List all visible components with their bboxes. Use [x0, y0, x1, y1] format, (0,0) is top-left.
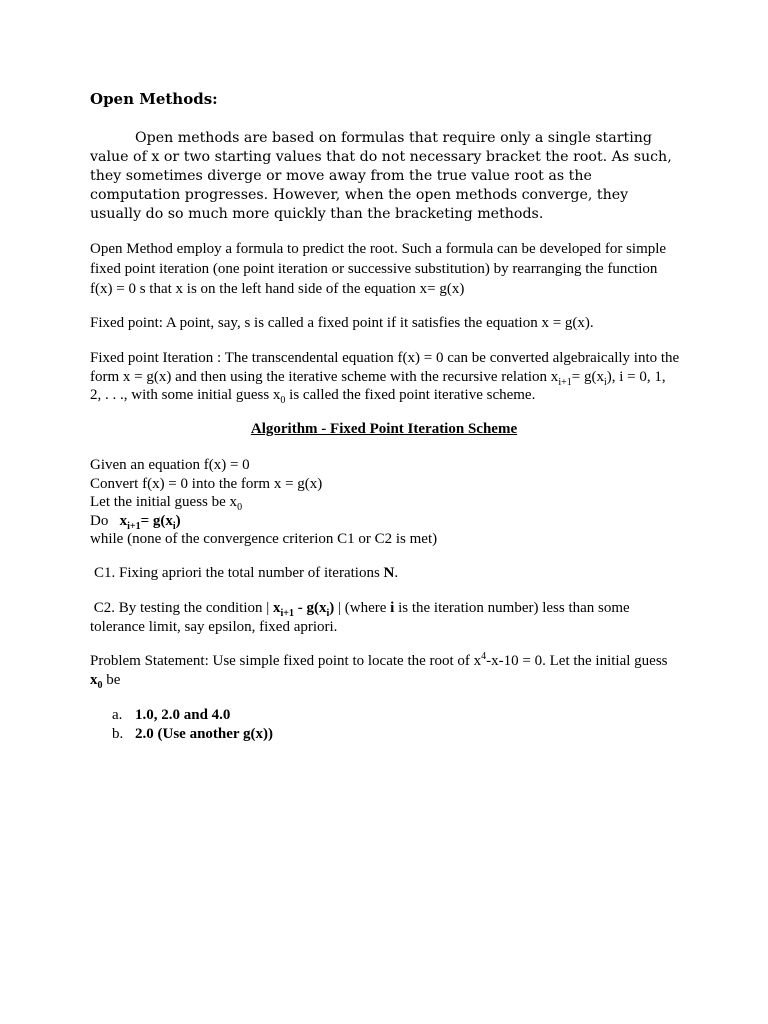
- algorithm-title: Algorithm - Fixed Point Iteration Scheme: [250, 421, 518, 437]
- algorithm-line-convert: Convert f(x) = 0 into the form x = g(x): [90, 475, 323, 492]
- problem-statement: Problem Statement: Use simple fixed point to locate the root of $x^4-x-10 = 0$. Let the initial guess $x_0$ be: [90, 651, 668, 691]
- convergence-expression: $x_{i+1} - g(x_i)$: [273, 600, 335, 619]
- algorithm-line-do: Do $x_{i+1}= g(x_i)$: [90, 512, 181, 532]
- intro-paragraph: Open methods are based on formulas that require only a single starting value of x or two starting values that do not necessary bracket the root. As such, they sometimes diverge or move away from the true value root as the computation progresses. However, when the open methods converge, they usually do so much more quickly than the bracketing methods.: [90, 130, 672, 222]
- criterion-c2: C2. By testing the condition | $x_{i+1} - g(x_i)$ | (where i is the iteration number) less than some tolerance limit, say epsilon, fixed apriori.: [90, 600, 630, 635]
- fixed-point-iteration-paragraph: Fixed point Iteration : The transcendental equation f(x) = 0 can be converted algebraically into the form x = g(x) and then using the iterative scheme with the recursive relation $x_{i+1}= g(x_i)$, i = 0, 1, 2, . . ., with some initial guess $x_0$ is called the fixed point iterative scheme.: [90, 350, 680, 406]
- criterion-c1: C1. Fixing apriori the total number of iterations N.: [94, 565, 399, 581]
- list-item: b. 2.0 (Use another g(x)): [112, 725, 274, 742]
- list-item: a. 1.0, 2.0 and 4.0: [112, 707, 231, 723]
- options-list: [112, 706, 702, 743]
- algorithm-steps: [90, 456, 680, 549]
- algorithm-line-initial-guess: Let the initial guess be $x_0$: [90, 494, 243, 513]
- algorithm-line-while: while (none of the convergence criterion C1 or C2 is met): [90, 531, 438, 547]
- iteration-formula: $x_{i+1}= g(x_i)$: [119, 512, 181, 532]
- fixed-point-definition: Fixed point: A point, say, s is called a fixed point if it satisfies the equation x = g(x).: [90, 315, 594, 331]
- section-heading: Open Methods:: [90, 90, 218, 108]
- algorithm-line-given: Given an equation f(x) = 0: [90, 457, 250, 473]
- open-method-paragraph: Open Method employ a formula to predict the root. Such a formula can be developed for simple fixed point iteration (one point iteration or successive substitution) by rearranging the function f(x) = 0 s that x is on the left hand side of the equation x= g(x): [90, 241, 667, 297]
